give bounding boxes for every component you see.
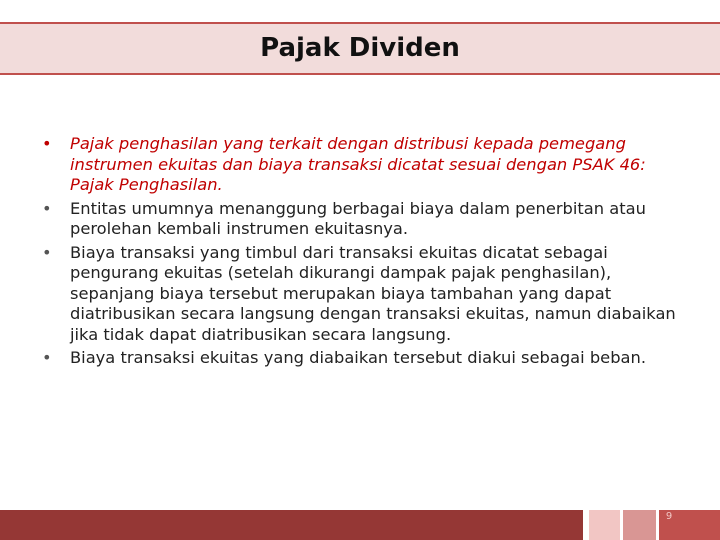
footer-main-block bbox=[0, 510, 583, 540]
title-bar bbox=[0, 22, 720, 75]
bullet-item bbox=[40, 134, 690, 196]
bullet-text: Biaya transaksi ekuitas yang diabaikan tersebut diakui sebagai beban. bbox=[70, 348, 646, 367]
bullet-item bbox=[40, 243, 690, 346]
page-number: 9 bbox=[665, 511, 673, 522]
bullet-item bbox=[40, 199, 690, 240]
bullet-list bbox=[40, 134, 690, 372]
bullet-dot-icon: • bbox=[42, 242, 52, 262]
bullet-dot-icon: • bbox=[42, 348, 52, 367]
bullet-item bbox=[40, 348, 690, 369]
slide-title: Pajak Dividen bbox=[260, 33, 460, 63]
bullet-dot-icon: • bbox=[42, 198, 52, 218]
bullet-text: Biaya transaksi yang timbul dari transaksi ekuitas dicatat sebagai pengurang ekuitas (setelah dikurangi dampak pajak penghasilan), sepanjang biaya tersebut merupakan biaya tambahan yang dapat diatribusikan secara langsung dengan transaksi ekuitas, namun diabaikan jika tidak dapat diatribusikan secara langsung. bbox=[70, 242, 676, 344]
bullet-text: Entitas umumnya menanggung berbagai biaya dalam penerbitan atau perolehan kembali instrumen ekuitasnya. bbox=[70, 198, 646, 238]
bullet-text: Pajak penghasilan yang terkait dengan distribusi kepada pemegang instrumen ekuitas dan biaya transaksi dicatat sesuai dengan PSAK 46: Pajak Penghasilan. bbox=[70, 134, 646, 194]
top-margin bbox=[0, 0, 720, 22]
footer-bar bbox=[0, 510, 720, 540]
bullet-dot-icon: • bbox=[42, 134, 52, 153]
footer-accent-block-light bbox=[589, 510, 620, 540]
footer-accent-block-medium bbox=[623, 510, 656, 540]
